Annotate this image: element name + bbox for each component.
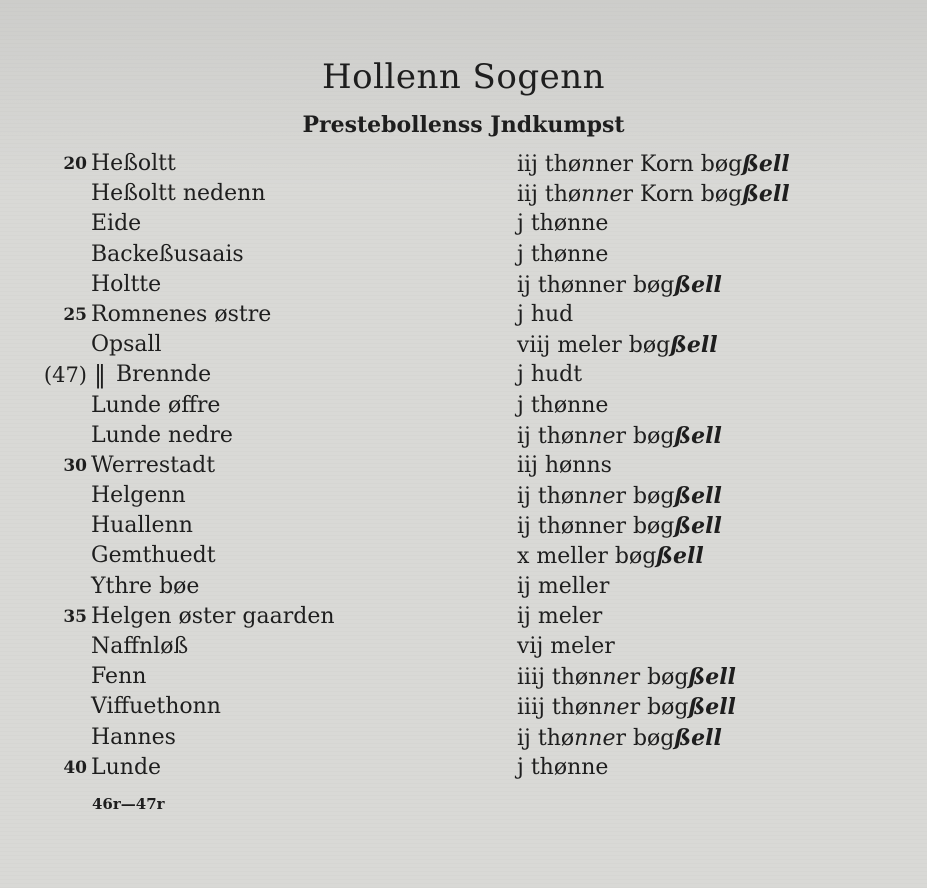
amount-part: iiij thøn [517, 665, 603, 691]
amount-part: ij thønner bøg [517, 272, 675, 298]
list-item [0, 209, 927, 239]
amount-part: vij meler [517, 634, 615, 659]
amount-part: x meller bøg [517, 544, 657, 570]
place-name: Huallenn [91, 513, 193, 539]
amount-part: r bøg [615, 725, 675, 751]
amount-abbrev: ßell [674, 422, 722, 449]
amount-text [517, 209, 608, 239]
amount-abbrev: ßell [688, 694, 736, 721]
amount-part: j thønne [517, 241, 609, 267]
amount-abbrev: ßell [742, 151, 790, 177]
line-number: 35 [63, 606, 87, 627]
amount-part: j hudt [517, 362, 583, 388]
line-number: (47) [43, 363, 87, 388]
amount-part: ø [567, 152, 582, 177]
amount-part: r bøg [615, 484, 675, 510]
amount-part: ij meler [517, 603, 603, 629]
list-item [0, 270, 927, 300]
list-item [0, 753, 927, 783]
amount-part: iij hønns [517, 452, 612, 478]
list-item [0, 511, 927, 541]
amount-part: ij meller [517, 573, 610, 599]
place-name: Brennde [116, 362, 212, 388]
list-item [0, 723, 927, 753]
amount-expansion: ne [588, 423, 616, 449]
amount-part: viij meler bøg [517, 333, 671, 359]
amount-text [517, 360, 582, 390]
page-title: Hollenn Sogenn [321, 57, 606, 97]
amount-text [517, 692, 736, 723]
list-item [0, 240, 927, 270]
amount-expansion: ne [602, 695, 630, 721]
amount-part: ij thøn [517, 423, 589, 449]
place-name: Hannes [91, 724, 176, 750]
amount-text [517, 270, 722, 301]
place-name: Lunde nedre [91, 422, 233, 448]
place-name: Werrestadt [91, 452, 216, 478]
amount-part: r Korn bøg [622, 182, 743, 208]
place-name: Romnenes østre [91, 301, 272, 327]
list-item [0, 391, 927, 421]
amount-text [517, 632, 615, 662]
line-number: 40 [63, 757, 87, 778]
list-item [0, 360, 927, 390]
page-subtitle: Prestebollenss Jndkumpst [302, 112, 625, 138]
amount-text [517, 451, 612, 481]
place-name: Ythre bøe [91, 573, 200, 599]
amount-abbrev: ßell [674, 513, 722, 540]
list-item [0, 602, 927, 632]
amount-part: iiij thøn [517, 695, 603, 721]
amount-text [517, 391, 608, 421]
list-item [0, 541, 927, 571]
amount-part: j hud [517, 301, 574, 327]
list-item [0, 179, 927, 209]
amount-expansion: nne [581, 182, 623, 208]
amount-part: iij thø [517, 182, 582, 208]
amount-text [517, 572, 609, 602]
amount-text [517, 179, 790, 210]
amount-part: r bøg [629, 665, 689, 691]
amount-expansion: ne [602, 665, 630, 691]
amount-text [517, 723, 722, 754]
place-name: Helgenn [91, 483, 186, 509]
amount-expansion: nne [574, 725, 616, 751]
place-name: Naffnløß [91, 634, 189, 659]
line-number: 20 [63, 154, 87, 174]
list-item [0, 572, 927, 602]
place-name: Helgen øster gaarden [91, 603, 335, 629]
list-item [0, 330, 927, 360]
amount-text [517, 421, 722, 452]
place-name: Lunde øffre [91, 392, 221, 418]
amount-text [517, 330, 718, 361]
amount-text [517, 602, 602, 632]
amount-text [517, 662, 736, 693]
amount-part: iij th [517, 152, 568, 177]
amount-abbrev: ßell [656, 543, 704, 570]
entry-list [0, 149, 927, 783]
list-item [0, 451, 927, 481]
place-name: Holtte [91, 271, 162, 297]
marginal-marker: ‖ [94, 361, 106, 390]
amount-part: j thønne [517, 211, 609, 237]
amount-text [517, 240, 608, 270]
amount-part: r bøg [629, 695, 689, 721]
amount-part: j thønne [517, 754, 609, 780]
list-item [0, 632, 927, 662]
amount-part: j thønne [517, 392, 609, 418]
amount-text [517, 481, 722, 512]
list-item [0, 662, 927, 692]
amount-part: ner Korn bøg [595, 152, 743, 177]
place-name: Gemthuedt [91, 543, 216, 569]
place-name: Eide [91, 211, 142, 237]
line-number: 30 [63, 455, 87, 476]
list-item [0, 692, 927, 722]
amount-abbrev: ßell [674, 271, 722, 298]
list-item [0, 149, 927, 179]
line-number: 25 [63, 304, 87, 325]
amount-text [517, 511, 722, 542]
place-name: Lunde [91, 754, 162, 780]
amount-text [517, 541, 704, 572]
amount-expansion: n [581, 152, 596, 177]
place-name: Viffuethonn [91, 694, 221, 720]
amount-abbrev: ßell [688, 664, 736, 691]
amount-part: ij thø [517, 725, 575, 751]
amount-part: ij thønner bøg [517, 514, 675, 540]
amount-abbrev: ßell [674, 483, 722, 510]
amount-text [517, 753, 608, 783]
list-item [0, 481, 927, 511]
list-item [0, 300, 927, 330]
place-name: Backeßusaais [91, 241, 244, 267]
amount-text [517, 149, 790, 180]
place-name: Heßoltt nedenn [91, 181, 266, 207]
amount-part: ij thøn [517, 484, 589, 510]
amount-abbrev: ßell [742, 181, 790, 208]
list-item [0, 421, 927, 451]
folio-reference: 46r—47r [92, 795, 165, 813]
amount-abbrev: ßell [670, 332, 718, 359]
amount-expansion: ne [588, 484, 616, 510]
amount-text [517, 300, 573, 330]
amount-part: r bøg [615, 423, 675, 449]
place-name: Fenn [91, 664, 147, 690]
place-name: Opsall [91, 332, 162, 358]
place-name: Heßoltt [91, 151, 176, 176]
amount-abbrev: ßell [674, 724, 722, 751]
